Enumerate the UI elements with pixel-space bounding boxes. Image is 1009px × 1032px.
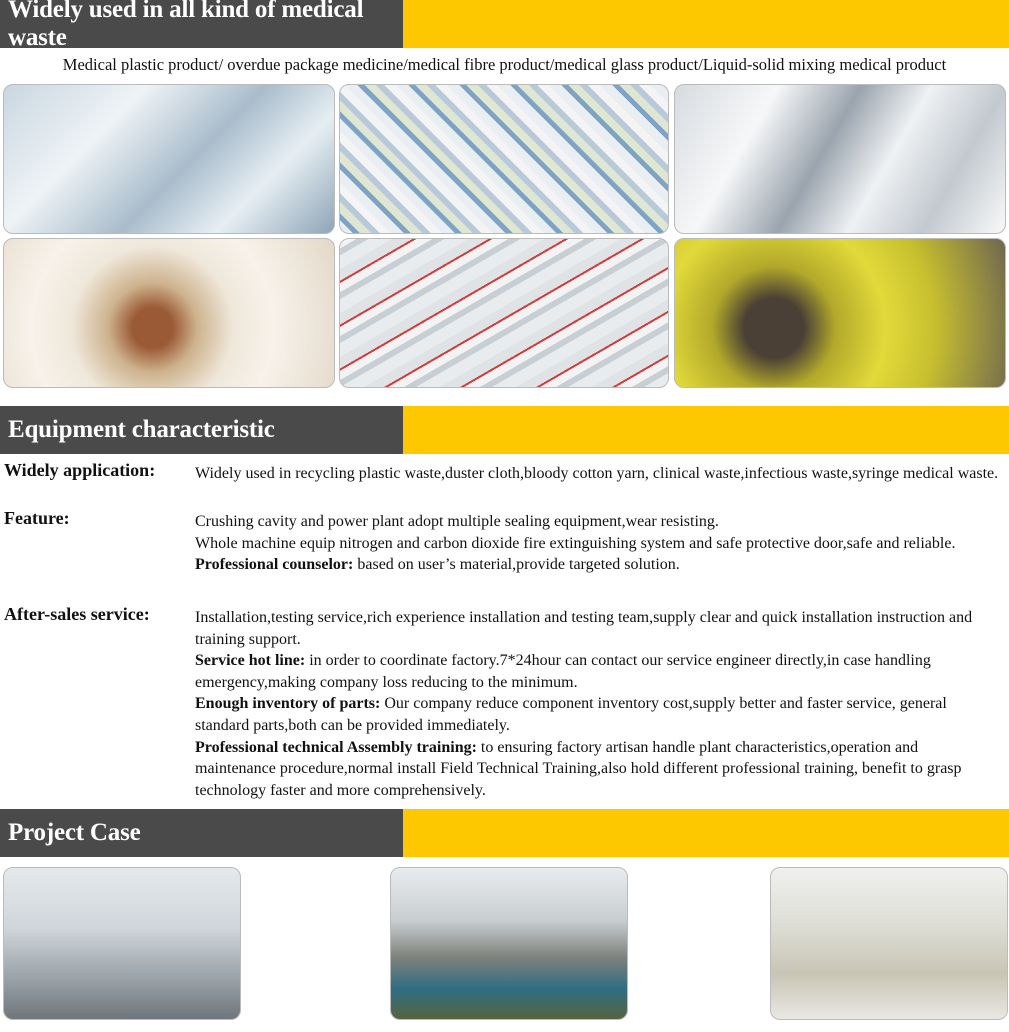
row-body [195, 463, 1000, 485]
row-paragraph: Service hot line: in order to coordinate factory.7*24hour can contact our service engineer directly,in case handling emergency,making company loss reducing to the minimum. [195, 652, 931, 691]
section-title: Equipment characteristic [8, 416, 275, 443]
photo-project-case-plant [770, 867, 1008, 1020]
banner-accent [403, 406, 1009, 454]
photo-medical-plastic-bags [3, 84, 335, 234]
banner-accent [403, 809, 1009, 857]
photo-project-case-shredder [3, 867, 241, 1020]
section-banner-equipment [0, 406, 1009, 454]
photo-project-case-conveyor [390, 867, 628, 1020]
section-banner-project-case [0, 809, 1009, 857]
paragraph-heading: Enough inventory of parts: [195, 695, 381, 713]
row-paragraph: Enough inventory of parts: Our company reduce component inventory cost,supply better and faster service, general standard parts,both can be provided immediately. [195, 695, 947, 734]
section-title: Widely used in all kind of medical waste [8, 0, 364, 51]
photo-medical-fibre-cotton [3, 238, 335, 388]
waste-types-subtitle: Medical plastic product/ overdue package medicine/medical fibre product/medical glass product/Liquid-solid mixing medical product [62, 55, 947, 74]
row-label: Feature: [4, 508, 70, 528]
section-title: Project Case [8, 819, 141, 846]
row-label: After-sales service: [4, 604, 150, 624]
section-banner-medical-waste [0, 0, 1009, 51]
banner-title-box [0, 809, 403, 857]
paragraph-heading: Service hot line: [195, 652, 306, 670]
row-paragraph: Installation,testing service,rich experience installation and testing team,supply clear and quick installation instruction and training support. [195, 609, 973, 648]
banner-title-box [0, 0, 403, 51]
row-body [195, 511, 1000, 576]
paragraph-heading: Professional technical Assembly training: [195, 738, 477, 756]
row-paragraph: Professional technical Assembly training: to ensuring factory artisan handle plant characteristics,operation and maintenance procedure,normal install Field Technical Training,also hold different professional training, benefit to grasp technology faster and more comprehensively. [195, 738, 962, 799]
row-body [195, 607, 1000, 801]
row-label: Widely application: [4, 460, 156, 480]
photo-syringes-glass-vials [674, 84, 1006, 234]
photo-mixed-medical-waste [339, 238, 669, 388]
banner-accent [403, 0, 1009, 48]
photo-overdue-medicine-packages [339, 84, 669, 234]
row-paragraph: Whole machine equip nitrogen and carbon dioxide fire extinguishing system and safe protective door,safe and reliable. [195, 534, 956, 552]
banner-title-box [0, 406, 403, 454]
row-paragraph: Professional counselor: based on user’s material,provide targeted solution. [195, 556, 680, 574]
photo-yellow-waste-bags [674, 238, 1006, 388]
paragraph-heading: Professional counselor: [195, 556, 354, 574]
row-paragraph: Crushing cavity and power plant adopt multiple sealing equipment,wear resisting. [195, 513, 719, 530]
row-paragraph: Widely used in recycling plastic waste,duster cloth,bloody cotton yarn, clinical waste,infectious waste,syringe medical waste. [195, 465, 999, 482]
